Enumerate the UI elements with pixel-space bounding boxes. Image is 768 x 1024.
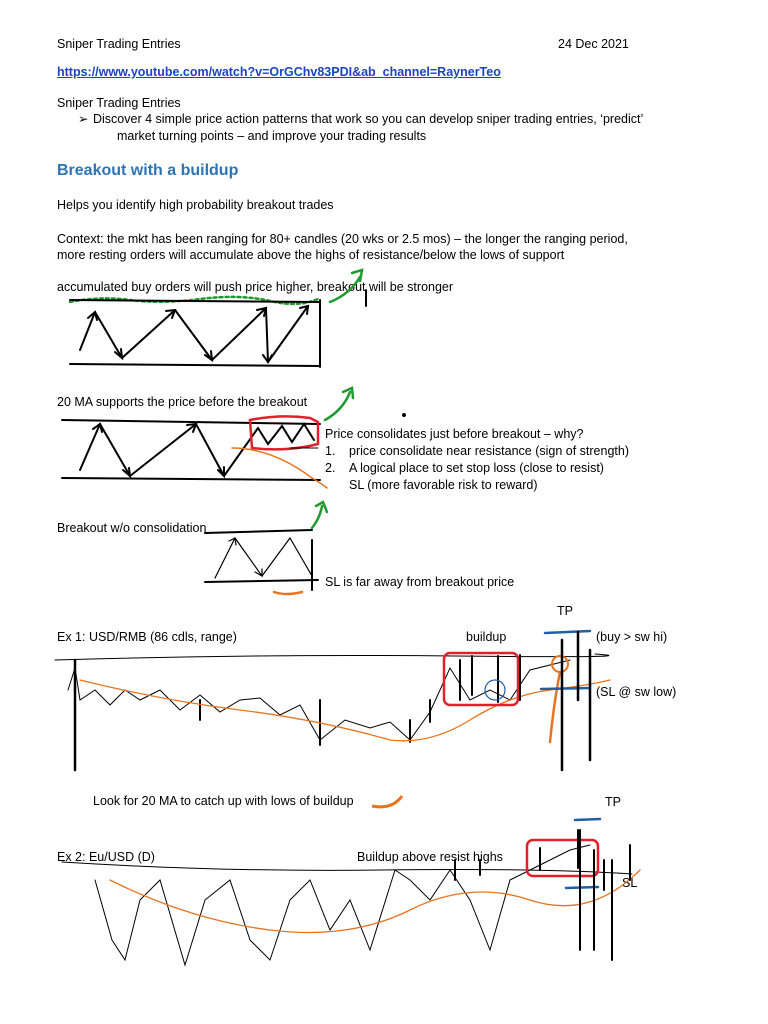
diagram-ma-support bbox=[62, 388, 405, 488]
consolidate-item1: price consolidate near resistance (sign of strength) bbox=[349, 444, 630, 458]
ex2-chart bbox=[62, 819, 640, 965]
intro-title: Sniper Trading Entries bbox=[57, 96, 181, 110]
para-helps: Helps you identify high probability breakout trades bbox=[57, 198, 334, 212]
diagram-no-consolidation bbox=[205, 502, 327, 594]
doc-date: 24 Dec 2021 bbox=[558, 37, 629, 51]
intro-bullet-line2: market turning points – and improve your trading results bbox=[117, 129, 427, 143]
diagram-range-buy-orders bbox=[70, 270, 366, 367]
ex1-tp-label: TP bbox=[557, 604, 573, 618]
doc-title: Sniper Trading Entries bbox=[57, 37, 181, 51]
intro-bullet-line1: Discover 4 simple price action patterns that work so you can develop sniper trading entries, ‘predict’ bbox=[93, 112, 644, 126]
ex1-buildup-label: buildup bbox=[466, 630, 507, 644]
video-link[interactable]: https://www.youtube.com/watch?v=OrGChv83PDI&ab_channel=RaynerTeo bbox=[57, 65, 501, 79]
sl-far-text: SL is far away from breakout price bbox=[325, 575, 515, 589]
consolidate-item2: A logical place to set stop loss (close to resist) bbox=[349, 461, 604, 475]
look-ma-text: Look for 20 MA to catch up with lows of buildup bbox=[93, 794, 354, 808]
ex2-sl-label: SL bbox=[622, 876, 638, 890]
ex1-chart bbox=[55, 631, 610, 770]
consolidate-item3: SL (more favorable risk to reward) bbox=[349, 478, 538, 492]
ex1-title: Ex 1: USD/RMB (86 cdls, range) bbox=[57, 630, 237, 644]
no-consolidation-text: Breakout w/o consolidation bbox=[57, 521, 207, 535]
ex2-buildup-label: Buildup above resist highs bbox=[357, 850, 503, 864]
ex1-buy-label: (buy > sw hi) bbox=[596, 630, 668, 644]
consolidate-title: Price consolidates just before breakout – why? bbox=[325, 427, 584, 441]
consolidate-item1-num: 1. bbox=[325, 444, 336, 458]
context-line1: Context: the mkt has been ranging for 80+ candles (20 wks or 2.5 mos) – the longer the ranging period, bbox=[57, 232, 628, 246]
ma-swatch-icon bbox=[372, 796, 402, 807]
bullet-arrow-icon: ➢ bbox=[78, 112, 89, 126]
consolidate-item2-num: 2. bbox=[325, 461, 336, 475]
ex1-sl-label: (SL @ sw low) bbox=[596, 685, 677, 699]
accumulated-text: accumulated buy orders will push price higher, breakout will be stronger bbox=[57, 280, 454, 294]
ex2-tp-label: TP bbox=[605, 795, 621, 809]
ma-support-text: 20 MA supports the price before the breakout bbox=[57, 395, 308, 409]
section-heading: Breakout with a buildup bbox=[57, 162, 239, 179]
ex2-title: Ex 2: Eu/USD (D) bbox=[57, 850, 155, 864]
context-line2: more resting orders will accumulate above the highs of resistance/below the lows of support bbox=[57, 248, 565, 262]
